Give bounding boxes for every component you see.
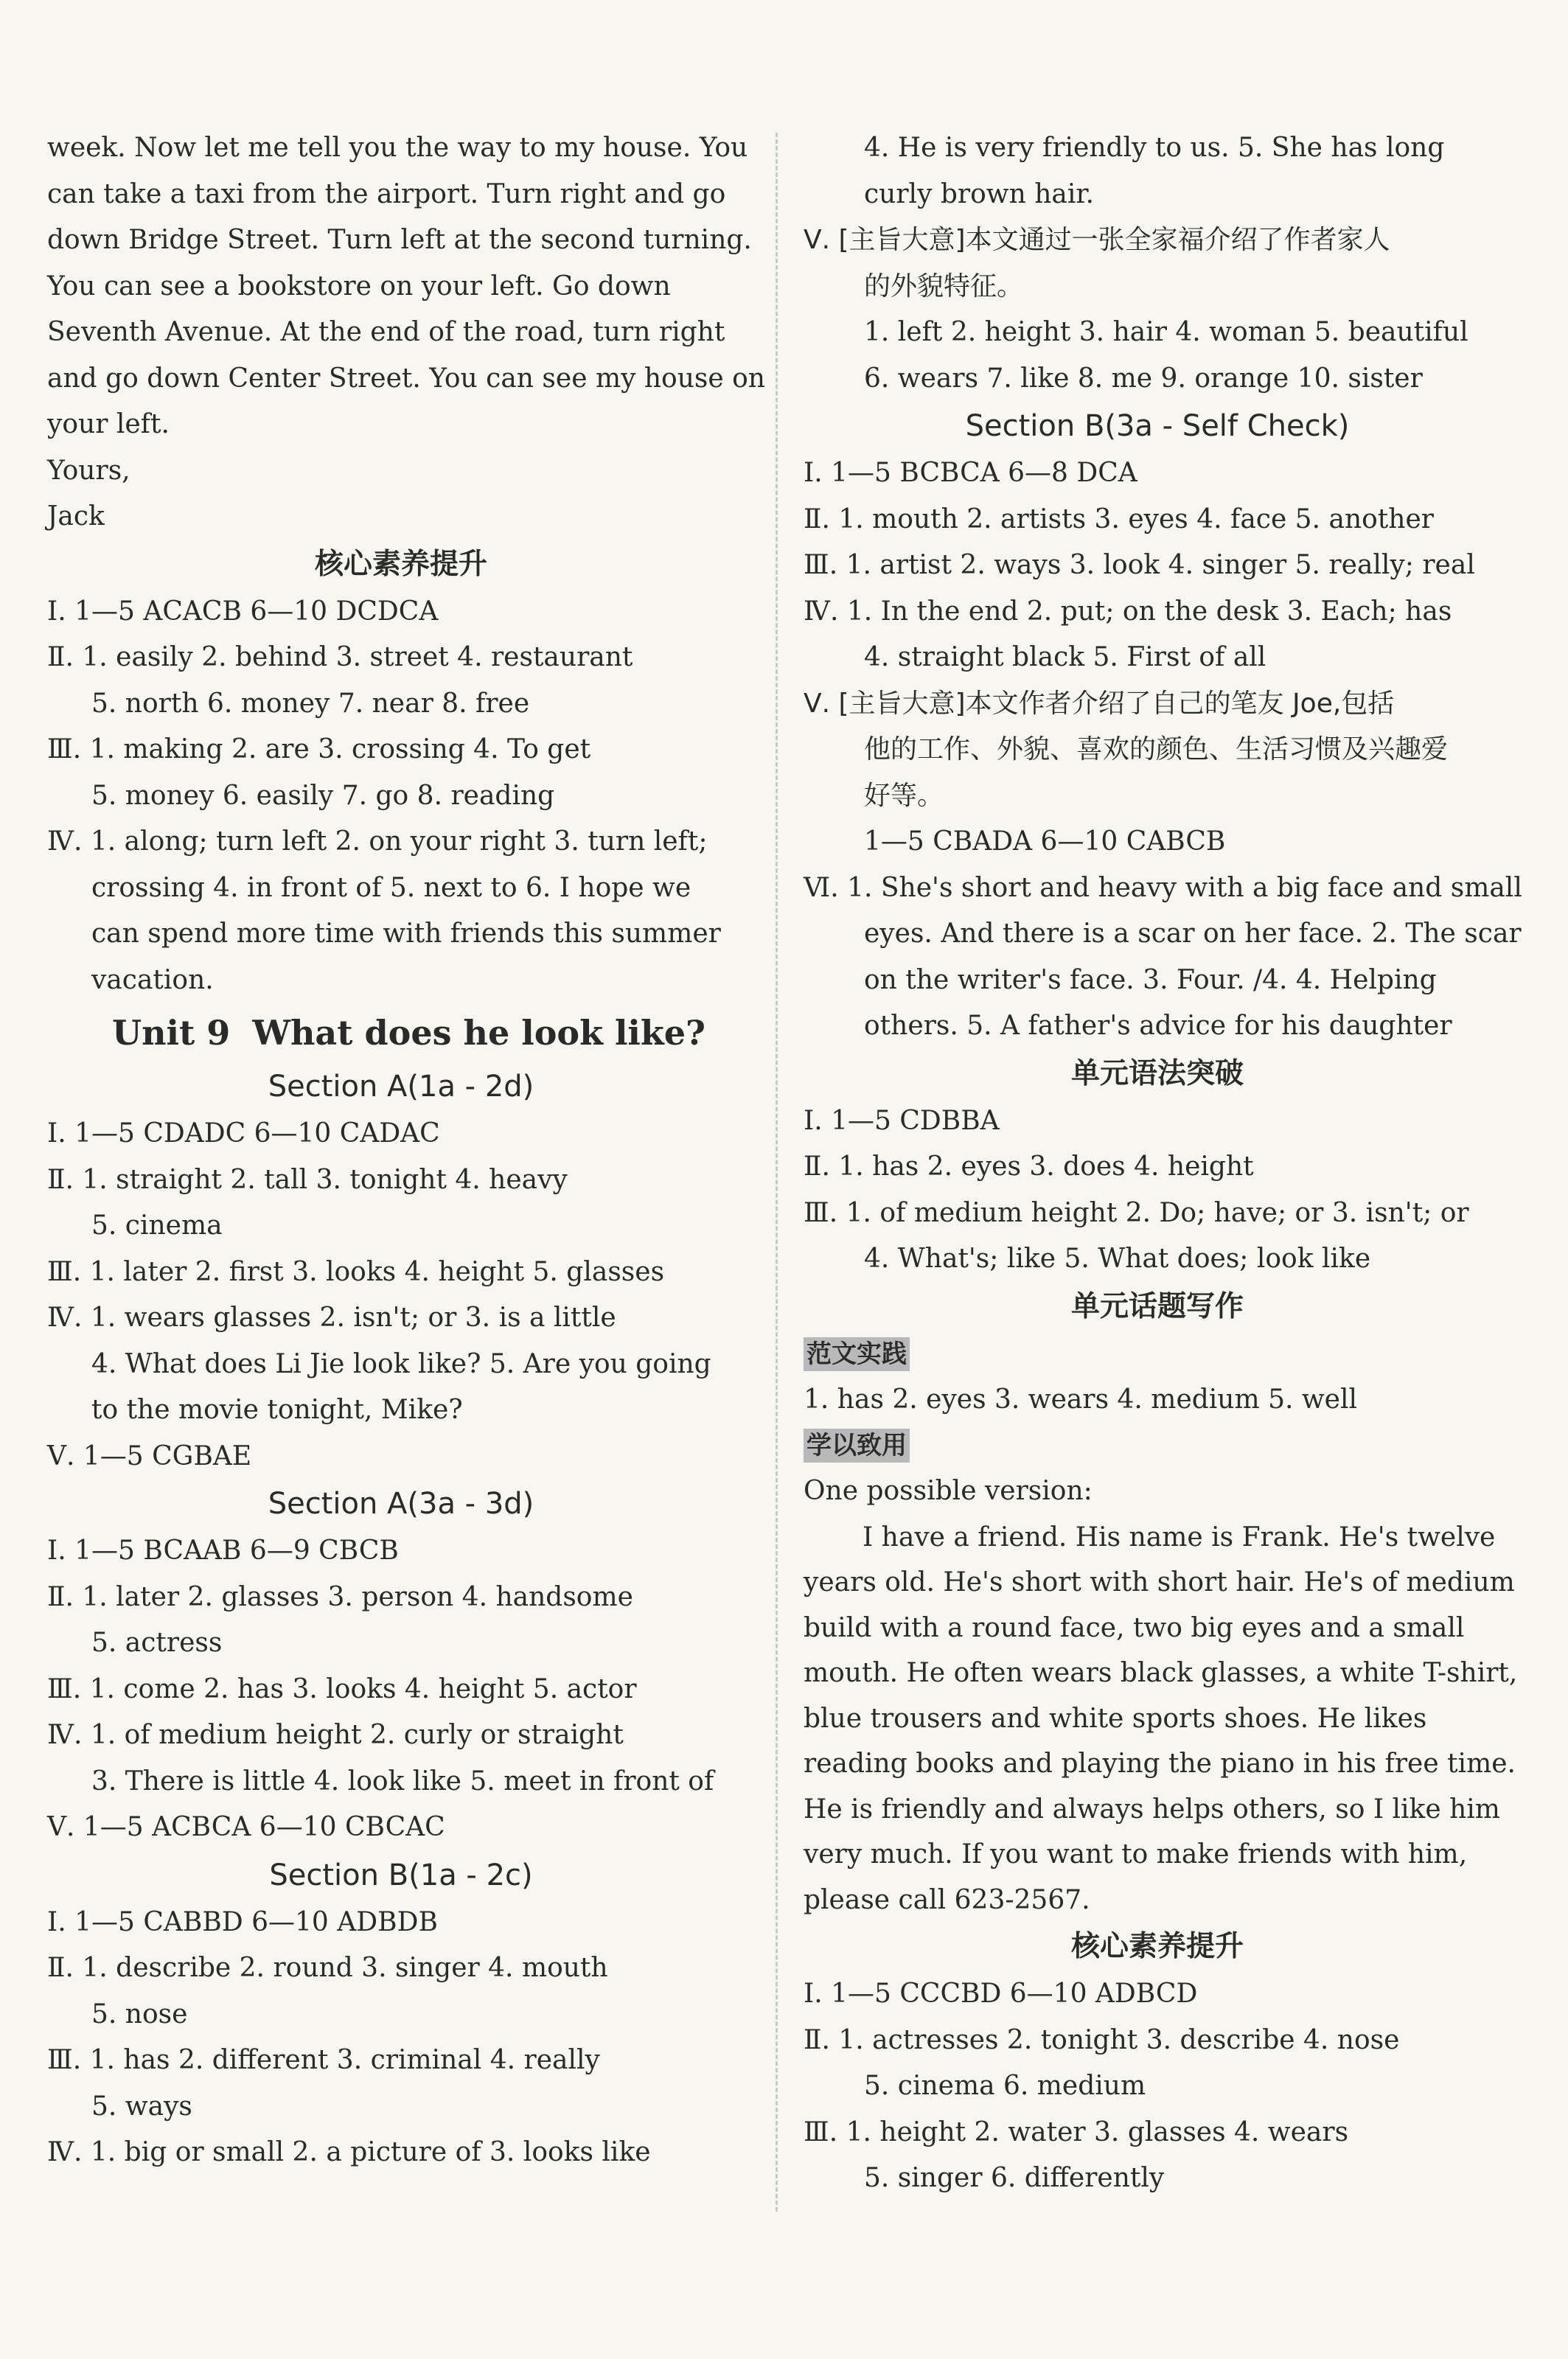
answer-line: Ⅰ. 1—5 BCAAB 6—9 CBCB bbox=[47, 1536, 399, 1566]
main-idea-line: 的外貌特征。 bbox=[864, 271, 1024, 302]
left-column bbox=[47, 125, 765, 2176]
essay-line: please call 623-2567. bbox=[804, 1884, 1090, 1915]
answer-line: Ⅱ. 1. actresses 2. tonight 3. describe 4. nose bbox=[804, 2024, 1400, 2055]
answer-line: 5. north 6. money 7. near 8. free bbox=[91, 688, 530, 719]
section-heading: Section B(3a - Self Check) bbox=[965, 409, 1350, 443]
version-label: One possible version: bbox=[804, 1476, 1093, 1506]
answer-line: 1. has 2. eyes 3. wears 4. medium 5. well bbox=[804, 1384, 1358, 1415]
right-column bbox=[804, 125, 1522, 2202]
apply-tag: 学以致用 bbox=[804, 1429, 910, 1463]
letter-line: Jack bbox=[47, 501, 105, 532]
answer-line: Ⅱ. 1. easily 2. behind 3. street 4. restaurant bbox=[47, 642, 633, 672]
answer-line: Ⅵ. 1. She's short and heavy with a big face and small bbox=[804, 872, 1522, 903]
answer-line: can spend more time with friends this summer bbox=[91, 919, 721, 949]
essay-line: build with a round face, two big eyes and a small bbox=[804, 1612, 1465, 1643]
letter-line: Seventh Avenue. At the end of the road, turn right bbox=[47, 317, 725, 347]
answer-line: eyes. And there is a scar on her face. 2. The scar bbox=[864, 919, 1522, 949]
answer-line: 4. What's; like 5. What does; look like bbox=[864, 1244, 1371, 1274]
answer-line: Ⅱ. 1. has 2. eyes 3. does 4. height bbox=[804, 1151, 1254, 1182]
answer-line: Ⅰ. 1—5 CDBBA bbox=[804, 1105, 1000, 1136]
letter-line: Yours, bbox=[47, 455, 130, 486]
grammar-heading: 单元语法突破 bbox=[1070, 1056, 1244, 1090]
letter-line: and go down Center Street. You can see my house on bbox=[47, 363, 765, 394]
essay-line: years old. He's short with short hair. He's of medium bbox=[804, 1567, 1515, 1597]
model-practice-tag: 范文实践 bbox=[804, 1337, 910, 1371]
section-heading: Section A(1a - 2d) bbox=[268, 1070, 534, 1104]
answer-line: Ⅲ. 1. artist 2. ways 3. look 4. singer 5. really; real bbox=[804, 550, 1475, 580]
answer-line: on the writer's face. 3. Four. /4. 4. Helping bbox=[864, 964, 1437, 995]
answer-line: 6. wears 7. like 8. me 9. orange 10. sister bbox=[864, 363, 1423, 394]
letter-line: You can see a bookstore on your left. Go down bbox=[47, 271, 671, 302]
answer-line: vacation. bbox=[91, 964, 214, 995]
answer-line: Ⅳ. 1. wears glasses 2. isn't; or 3. is a little bbox=[47, 1303, 616, 1333]
answer-line: crossing 4. in front of 5. next to 6. I hope we bbox=[91, 872, 691, 903]
essay-line: He is friendly and always helps others, so I like him bbox=[804, 1794, 1500, 1825]
answer-line: Ⅴ. 1—5 CGBAE bbox=[47, 1440, 252, 1471]
answer-line: 4. What does Li Jie look like? 5. Are you going bbox=[91, 1348, 711, 1379]
answer-line: 1. left 2. height 3. hair 4. woman 5. beautiful bbox=[864, 317, 1468, 347]
main-idea-line: 好等。 bbox=[864, 780, 944, 811]
section-heading: Section A(3a - 3d) bbox=[268, 1487, 534, 1521]
answer-line: 4. straight black 5. First of all bbox=[864, 642, 1266, 672]
answer-line: Ⅰ. 1—5 CDADC 6—10 CADAC bbox=[47, 1118, 440, 1149]
unit-number: Unit 9 bbox=[112, 1013, 231, 1053]
unit-name: What does he look like? bbox=[252, 1013, 706, 1053]
core-literacy-heading: 核心素养提升 bbox=[1070, 1930, 1244, 1963]
answer-line: 5. money 6. easily 7. go 8. reading bbox=[91, 780, 555, 811]
answer-line: 5. actress bbox=[91, 1628, 223, 1658]
answer-line: Ⅲ. 1. come 2. has 3. looks 4. height 5. actor bbox=[47, 1673, 637, 1704]
answer-line: Ⅰ. 1—5 CCCBD 6—10 ADBCD bbox=[804, 1979, 1198, 2009]
answer-line: Ⅱ. 1. later 2. glasses 3. person 4. handsome bbox=[47, 1581, 633, 1612]
section-heading: Section B(1a - 2c) bbox=[269, 1858, 533, 1892]
answer-line: 3. There is little 4. look like 5. meet in front of bbox=[91, 1766, 714, 1797]
answer-line: Ⅱ. 1. describe 2. round 3. singer 4. mouth bbox=[47, 1953, 608, 1983]
main-idea-line: Ⅴ. [主旨大意]本文作者介绍了自己的笔友 Joe,包括 bbox=[804, 688, 1395, 719]
answer-line: Ⅳ. 1. of medium height 2. curly or straight bbox=[47, 1720, 624, 1750]
answer-line: 5. cinema 6. medium bbox=[864, 2071, 1146, 2101]
essay-line: mouth. He often wears black glasses, a white T-shirt, bbox=[804, 1658, 1518, 1688]
writing-heading: 单元话题写作 bbox=[1070, 1289, 1244, 1323]
answer-line: Ⅴ. 1—5 ACBCA 6—10 CBCAC bbox=[47, 1812, 445, 1842]
answer-line: 5. cinema bbox=[91, 1210, 223, 1241]
essay-line: I have a friend. His name is Frank. He's twelve bbox=[863, 1522, 1496, 1553]
sample-essay bbox=[804, 1515, 1518, 1923]
answer-line: Ⅲ. 1. height 2. water 3. glasses 4. wears bbox=[804, 2116, 1349, 2147]
essay-line: blue trousers and white sports shoes. He likes bbox=[804, 1703, 1427, 1734]
answer-line: to the movie tonight, Mike? bbox=[91, 1395, 463, 1425]
letter-line: week. Now let me tell you the way to my house. You bbox=[47, 133, 748, 163]
answer-line: Ⅰ. 1—5 ACACB 6—10 DCDCA bbox=[47, 596, 439, 627]
letter-text bbox=[47, 125, 765, 540]
letter-line: can take a taxi from the airport. Turn right and go bbox=[47, 178, 726, 209]
main-idea-line: Ⅴ. [主旨大意]本文通过一张全家福介绍了作者家人 bbox=[804, 225, 1390, 255]
answer-line: 5. ways bbox=[91, 2091, 192, 2122]
answer-line: Ⅱ. 1. mouth 2. artists 3. eyes 4. face 5. another bbox=[804, 503, 1434, 534]
answer-line: Ⅳ. 1. In the end 2. put; on the desk 3. Each; has bbox=[804, 596, 1452, 627]
answer-line: Ⅳ. 1. along; turn left 2. on your right 3. turn left; bbox=[47, 826, 708, 857]
answer-line: curly brown hair. bbox=[864, 178, 1095, 209]
answer-line: others. 5. A father's advice for his daughter bbox=[864, 1011, 1452, 1041]
answer-line: 1—5 CBADA 6—10 CABCB bbox=[864, 826, 1226, 857]
answer-line: Ⅰ. 1—5 BCBCA 6—8 DCA bbox=[804, 458, 1137, 488]
answer-line: 4. He is very friendly to us. 5. She has long bbox=[864, 133, 1445, 163]
answer-line: Ⅱ. 1. straight 2. tall 3. tonight 4. heavy bbox=[47, 1164, 568, 1195]
letter-line: your left. bbox=[47, 409, 170, 439]
answer-line: Ⅲ. 1. making 2. are 3. crossing 4. To get bbox=[47, 734, 591, 764]
letter-line: down Bridge Street. Turn left at the second turning. bbox=[47, 225, 752, 255]
core-literacy-heading: 核心素养提升 bbox=[314, 547, 487, 581]
column-divider bbox=[776, 133, 778, 2212]
answer-line: 5. nose bbox=[91, 1999, 188, 2029]
answer-line: Ⅲ. 1. of medium height 2. Do; have; or 3. isn't; or bbox=[804, 1197, 1469, 1228]
answer-line: Ⅲ. 1. has 2. different 3. criminal 4. really bbox=[47, 2045, 600, 2075]
answer-line: Ⅳ. 1. big or small 2. a picture of 3. looks like bbox=[47, 2137, 651, 2167]
answer-line: 5. singer 6. differently bbox=[864, 2163, 1165, 2193]
answer-line: Ⅲ. 1. later 2. first 3. looks 4. height 5. glasses bbox=[47, 1256, 665, 1287]
essay-line: reading books and playing the piano in his free time. bbox=[804, 1749, 1516, 1779]
essay-line: very much. If you want to make friends with him, bbox=[804, 1839, 1468, 1870]
main-idea-line: 他的工作、外貌、喜欢的颜色、生活习惯及兴趣爱 bbox=[864, 734, 1449, 764]
unit-title bbox=[47, 1003, 755, 1062]
answer-line: Ⅰ. 1—5 CABBD 6—10 ADBDB bbox=[47, 1906, 438, 1937]
